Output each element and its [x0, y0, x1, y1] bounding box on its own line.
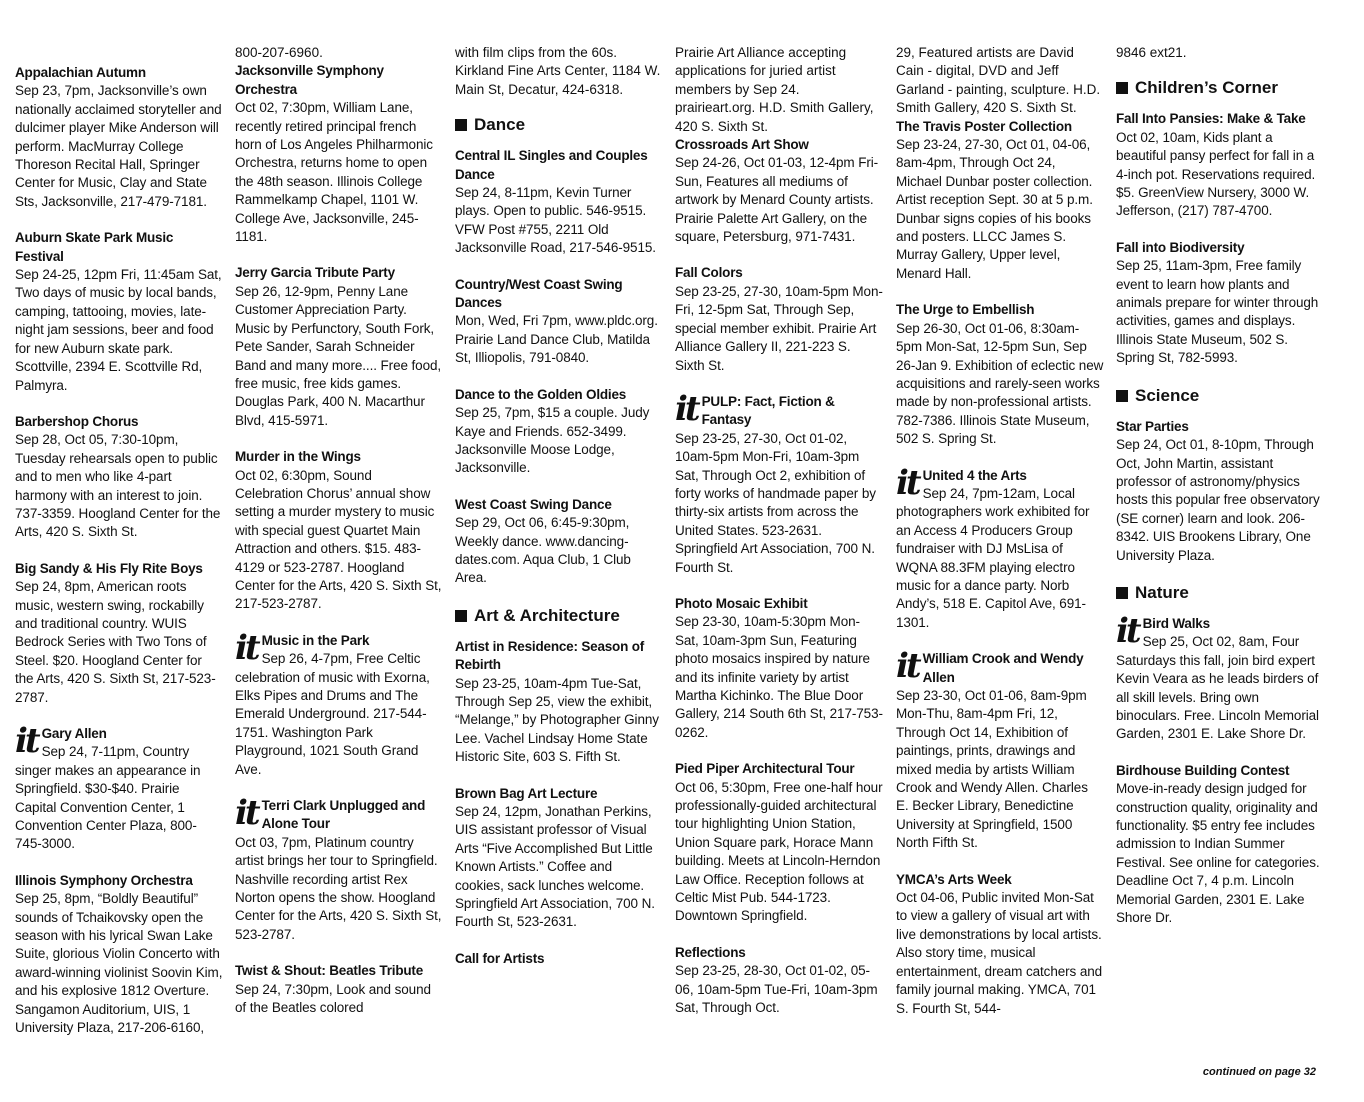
featured-listing — [675, 388, 883, 577]
listing-title: Jacksonville Symphony Orchestra — [235, 63, 384, 97]
square-bullet-icon — [455, 119, 467, 131]
column-2 — [235, 44, 443, 1036]
listing-title: PULP: Fact, Fiction & Fantasy — [701, 393, 835, 428]
listing-title: Pied Piper Architectural Tour — [675, 761, 855, 777]
listing-details: Oct 04-06, Public invited Mon-Sat to view a gallery of visual art with live demonstrations by local artists. Also story time, musical entertainment, dream catchers and family journal making. YMCA, 701 S. Fourth St, 544- — [896, 890, 1103, 1016]
listing-details: Sep 23-30, 10am-5:30pm Mon-Sat, 10am-3pm Sun, Featuring photo mosaics inspired by nature and its infinite variety by artist Martha Kichinko. The Blue Door Gallery, 214 South 6th St, 217-753-0262. — [675, 614, 883, 740]
listing — [15, 413, 223, 542]
listing-title: Artist in Residence: Season of Rebirth — [455, 638, 645, 673]
section-heading — [455, 606, 663, 626]
listing-details: Sep 23-25, 28-30, Oct 01-02, 05-06, 10am-5pm Tue-Fri, 10am-3pm Sat, Through Oct. — [675, 963, 878, 1016]
listing-title: Bird Walks — [1142, 615, 1210, 631]
featured-listing — [235, 627, 443, 779]
listing-details: Sep 24, 8pm, American roots music, western swing, rockabilly and traditional country. WUIS Bedrock Series with Two Tons of Steel. $20. Hoogland Center for the Arts, 420 S. Sixth St, 217-523-2787. — [15, 579, 216, 705]
listing-details: Sep 23-24, 27-30, Oct 01, 04-06, 8am-4pm, Through Oct 24, Michael Dunbar poster collection. Artist reception Sept. 30 at 5 p.m. Dunbar signs copies of his books and posters. LLCC James S. Murray Gallery, Upper level, Menard Hall. — [896, 137, 1093, 281]
listing — [675, 136, 883, 246]
listing — [235, 962, 443, 1017]
listing — [15, 64, 223, 211]
section-heading — [1116, 78, 1324, 98]
listing — [1116, 418, 1324, 565]
listing — [15, 560, 223, 707]
listing-title: Auburn Skate Park Music Festival — [15, 230, 174, 264]
listing-title: Music in the Park — [261, 632, 370, 648]
listing-title: Big Sandy & His Fly Rite Boys — [15, 560, 203, 576]
listing-details: Mon, Wed, Fri 7pm, www.pldc.org. Prairie Land Dance Club, Matilda St, Illiopolis, 791-0840. — [455, 313, 658, 366]
listing-title: Appalachian Autumn — [15, 65, 146, 80]
listing-title: Twist & Shout: Beatles Tribute — [235, 963, 424, 979]
it-pick-logo: it — [896, 462, 919, 503]
featured-listing — [15, 721, 223, 854]
listing-title: Terri Clark Unplugged and Alone Tour — [261, 798, 426, 832]
continued-note: continued on page 32 — [1202, 1066, 1316, 1078]
featured-listing — [235, 793, 443, 944]
listing-title: Murder in the Wings — [235, 449, 361, 465]
listing-title: Fall Colors — [675, 265, 743, 281]
listing-details: Sep 25, 7pm, $15 a couple. Judy Kaye and Friends. 652-3499. Jacksonville Moose Lodge, Jacksonville. — [455, 405, 650, 476]
listing-details: Sep 24, 8-11pm, Kevin Turner plays. Open to public. 546-9515. VFW Post #755, 2211 Old Jacksonville Road, 217-546-9515. — [455, 185, 656, 256]
listing-details: Oct 02, 7:30pm, William Lane, recently retired principal french horn of Los Angeles Philharmonic Orchestra, returns home to open the 48th season. Illinois College Rammelkamp Chapel, 1101 W. College Ave, Jacksonville, 245-1181. — [235, 100, 433, 245]
listing-details: Oct 02, 10am, Kids plant a beautiful pansy perfect for fall in a 4-inch pot. Reservations required. $5. GreenView Nursery, 3000 W. Jefferson, (217) 787-4700. — [1116, 129, 1316, 219]
listing — [15, 872, 223, 1038]
listing-title: West Coast Swing Dance — [455, 496, 612, 512]
listing — [455, 638, 663, 767]
listing-title: William Crook and Wendy Allen — [922, 651, 1084, 685]
listing — [1116, 110, 1324, 220]
listing-details: Sep 29, Oct 06, 6:45-9:30pm, Weekly dance. www.dancing-dates.com. Aqua Club, 1 Club Area. — [455, 515, 631, 586]
listing-title: Gary Allen — [41, 726, 107, 741]
listing-title: The Urge to Embellish — [896, 302, 1035, 318]
continued-text: Prairie Art Alliance accepting applications for juried artist members by Sep 24. prairieart.org. H.D. Smith Gallery, 420 S. Sixth St. — [675, 45, 874, 134]
section-title: Dance — [474, 115, 526, 135]
featured-listing — [896, 462, 1104, 633]
listing-details: Sep 25, Oct 02, 8am, Four Saturdays this fall, join bird expert Kevin Veara as he leads birders of all skill levels. Bring own binoculars. Free. Lincoln Memorial Garden, 2301 E. Lake Shore Dr. — [1116, 634, 1319, 742]
listing-title: Jerry Garcia Tribute Party — [235, 265, 395, 281]
listing-title: United 4 the Arts — [922, 467, 1027, 483]
listing-details: Sep 24, Oct 01, 8-10pm, Through Oct, John Martin, assistant professor of astronomy/physics hosts this popular free observatory (SE corner) learn and look. 206-8342. UIS Brookens Library, One University Plaza. — [1116, 437, 1320, 563]
listing-details: Sep 23-30, Oct 01-06, 8am-9pm Mon-Thu, 8am-4pm Fri, 12, Through Oct 14, Exhibition of paintings, prints, drawings and mixed media by artists William Crook and Wendy Allen. Charles E. Becker Library, Benedictine University at Springfield, 1500 North Fifth St. — [896, 688, 1088, 851]
listing-title: Call for Artists — [455, 950, 545, 966]
listing-details: Sep 26-30, Oct 01-06, 8:30am-5pm Mon-Sat, 12-5pm Sun, Sep 26-Jan 9. Exhibition of eclectic new acquisitions and rarely-seen works made by non-professional artists. 782-7386. Illinois State Museum, 502 S. Spring St. — [896, 320, 1104, 447]
section-heading — [1116, 583, 1324, 603]
listing-details: Sep 24, 12pm, Jonathan Perkins, UIS assistant professor of Visual Arts “Five Accomplished But Little Known Artists.” Coffee and cookies, sack lunches welcome. Springfield Art Association, 700 N. Fourth St, 523-2631. — [455, 804, 655, 930]
listing — [455, 276, 663, 368]
listing-details: Oct 02, 6:30pm, Sound Celebration Chorus’ annual show setting a murder mystery to music with special guest Quartet Main Attraction and others. $15. 483-4129 or 523-2787. Hoogland Center for the Arts, 420 S. Sixth St, 217-523-2787. — [235, 467, 442, 612]
listing-details: Sep 25, 8pm, “Boldly Beautiful” sounds of Tchaikovsky open the season with his lyrical Swan Lake Suite, glorious Violin Concerto with award-winning violinist Soovin Kim, and his explosive 1812 Overture. Sangamon Auditorium, UIS, 1 University Plaza, 217-206-6160, — [15, 891, 223, 1036]
listing — [1116, 762, 1324, 928]
listing-details: Sep 24, 7pm-12am, Local photographers work exhibited for an Access 4 Producers Group fundraiser with DJ MsLisa of WQNA 88.3FM playing electro music for a dance party. Norb Andy’s, 518 E. Capitol Ave, 691-1301. — [896, 485, 1090, 630]
listing — [896, 871, 1104, 1018]
listing — [896, 301, 1104, 448]
listing-title: The Travis Poster Collection — [896, 118, 1072, 134]
listing-title: Barbershop Chorus — [15, 413, 139, 429]
listing-details: Sep 23-25, 27-30, Oct 01-02, 10am-5pm Mon-Fri, 10am-3pm Sat, Through Oct 2, exhibition of forty works of handmade paper by thirty-six artists from across the United States. 523-2631. Springfield Art Association, 700 N. Fourth St. — [675, 430, 876, 575]
square-bullet-icon — [455, 610, 467, 622]
section-title: Science — [1135, 385, 1200, 405]
listing-details: Oct 03, 7pm, Platinum country artist brings her tour to Springfield. Nashville recording artist Rex Norton opens the show. Hoogland Center for the Arts, 420 S. Sixth St, 523-2787. — [235, 834, 442, 942]
square-bullet-icon — [1116, 82, 1128, 94]
section-title: Nature — [1135, 582, 1189, 602]
column-1 — [15, 64, 223, 1056]
listing-title: Country/West Coast Swing Dances — [455, 276, 623, 311]
continued-text: 800-207-6960. — [235, 45, 323, 60]
it-pick-logo: it — [15, 721, 38, 761]
listing-title: Fall Into Pansies: Make & Take — [1116, 111, 1306, 127]
listing — [455, 147, 663, 257]
listing-title: Photo Mosaic Exhibit — [675, 595, 808, 611]
listing-title: Reflections — [675, 944, 746, 960]
listing — [15, 229, 223, 395]
listing-details: Oct 06, 5:30pm, Free one-half hour professionally-guided architectural tour highlighting Union Station, Union Square park, Horace Mann building. Meets at Lincoln-Herndon Law Office. Reception follows at Celtic Mist Pub. 544-1723. Downtown Springfield. — [675, 779, 883, 924]
listing-title: Dance to the Golden Oldies — [455, 386, 627, 402]
listing — [675, 944, 883, 1018]
listing — [455, 496, 663, 588]
listing — [896, 118, 1104, 284]
featured-listing — [896, 646, 1104, 852]
it-pick-logo: it — [235, 627, 258, 668]
featured-listing — [1116, 610, 1324, 744]
listing — [235, 264, 443, 430]
continued-text: 9846 ext21. — [1116, 45, 1187, 60]
column-5 — [896, 44, 1104, 1036]
square-bullet-icon — [1116, 390, 1128, 402]
listing — [455, 785, 663, 932]
listing — [455, 386, 663, 478]
listing-title: Star Parties — [1116, 418, 1189, 434]
section-title: Children’s Corner — [1135, 78, 1278, 98]
listing-title: Birdhouse Building Contest — [1116, 762, 1290, 778]
listing-title: Crossroads Art Show — [675, 137, 809, 153]
column-3 — [455, 44, 663, 986]
listing-title: YMCA’s Arts Week — [896, 871, 1012, 887]
it-pick-logo: it — [235, 793, 258, 834]
listing — [1116, 239, 1324, 368]
listing — [235, 62, 443, 246]
listing-details: Sep 23, 7pm, Jacksonville’s own nationally acclaimed storyteller and dulcimer player Mike Anderson will perform. MacMurray College Thoreson Recital Hall, Springer Center for Music, Clay and State Sts, Jacksonville, 217-479-7181. — [15, 83, 222, 209]
listing-details: Sep 28, Oct 05, 7:30-10pm, Tuesday rehearsals open to public and to men who like 4-part harmony with an interest to join. 737-3359. Hoogland Center for the Arts, 420 S. Sixth St. — [15, 432, 221, 540]
listing — [455, 950, 663, 968]
it-pick-logo: it — [675, 388, 698, 429]
section-title: Art & Architecture — [474, 605, 620, 625]
listing-title: Fall into Biodiversity — [1116, 239, 1245, 255]
section-heading — [1116, 386, 1324, 406]
listing-details: Sep 23-25, 27-30, 10am-5pm Mon-Fri, 12-5pm Sat, Through Sep, special member exhibit. Prairie Art Alliance Gallery II, 221-223 S. Sixth St. — [675, 283, 883, 373]
it-pick-logo: it — [1116, 610, 1139, 651]
listing-title: Illinois Symphony Orchestra — [15, 872, 193, 888]
listing-details: Sep 24, 7-11pm, Country singer makes an appearance in Springfield. $30-$40. Prairie Capital Convention Center, 1 Convention Center Plaza, 800-745-3000. — [15, 744, 201, 852]
column-4 — [675, 44, 883, 1036]
listing-details: Move-in-ready design judged for construction quality, originality and functionality. $5 entry fee includes admission to Indian Summer Festival. See online for categories. Deadline Oct 7, 4 p.m. Lincoln Memorial Garden, 2301 E. Lake Shore Dr. — [1116, 781, 1320, 926]
square-bullet-icon — [1116, 587, 1128, 599]
listing-details: Sep 24-26, Oct 01-03, 12-4pm Fri-Sun, Features all mediums of artwork by Menard County artists. Prairie Palette Art Gallery, on the square, Petersburg, 971-7431. — [675, 155, 879, 245]
section-heading — [455, 115, 663, 135]
continued-text: with film clips from the 60s. Kirkland Fine Arts Center, 1184 W. Main St, Decatur, 424-6318. — [455, 45, 661, 97]
listing-details: Sep 26, 12-9pm, Penny Lane Customer Appreciation Party. Music by Perfunctory, South Fork, Pete Sander, Sarah Schneider Band and many more.... Free food, free music, free kids games. Douglas Park, 400 N. Macarthur Blvd, 415-5971. — [235, 283, 442, 428]
listing — [235, 448, 443, 614]
it-pick-logo: it — [896, 646, 919, 687]
column-6 — [1116, 44, 1324, 945]
listing — [675, 760, 883, 926]
listing-details: Sep 25, 11am-3pm, Free family event to learn how plants and animals prepare for winter through activities, games and displays. Illinois State Museum, 502 S. Spring St, 782-5993. — [1116, 258, 1319, 366]
listing — [675, 595, 883, 742]
listing-details: Sep 23-25, 10am-4pm Tue-Sat, Through Sep 25, view the exhibit, “Melange,” by Photographer Ginny Lee. Vachel Lindsay Home State Historic Site, 603 S. Fifth St. — [455, 675, 659, 765]
listing-title: Brown Bag Art Lecture — [455, 785, 598, 801]
listing-details: Sep 24, 7:30pm, Look and sound of the Beatles colored — [235, 981, 431, 1016]
listing-title: Central IL Singles and Couples Dance — [455, 148, 648, 182]
listing — [675, 264, 883, 374]
continued-text: 29, Featured artists are David Cain - digital, DVD and Jeff Garland - painting, sculpture. H.D. Smith Gallery, 420 S. Sixth St. — [896, 45, 1101, 116]
listing-details: Sep 26, 4-7pm, Free Celtic celebration of music with Exorna, Elks Pipes and Drums and The Emerald Underground. 217-544-1751. Washington Park Playground, 1021 South Grand Ave. — [235, 651, 430, 777]
listing-details: Sep 24-25, 12pm Fri, 11:45am Sat, Two days of music by local bands, camping, tattooing, movies, late-night jam sessions, beer and food for new Auburn skate park. Scottville, 2394 E. Scottville Rd, Palmyra. — [15, 267, 222, 393]
